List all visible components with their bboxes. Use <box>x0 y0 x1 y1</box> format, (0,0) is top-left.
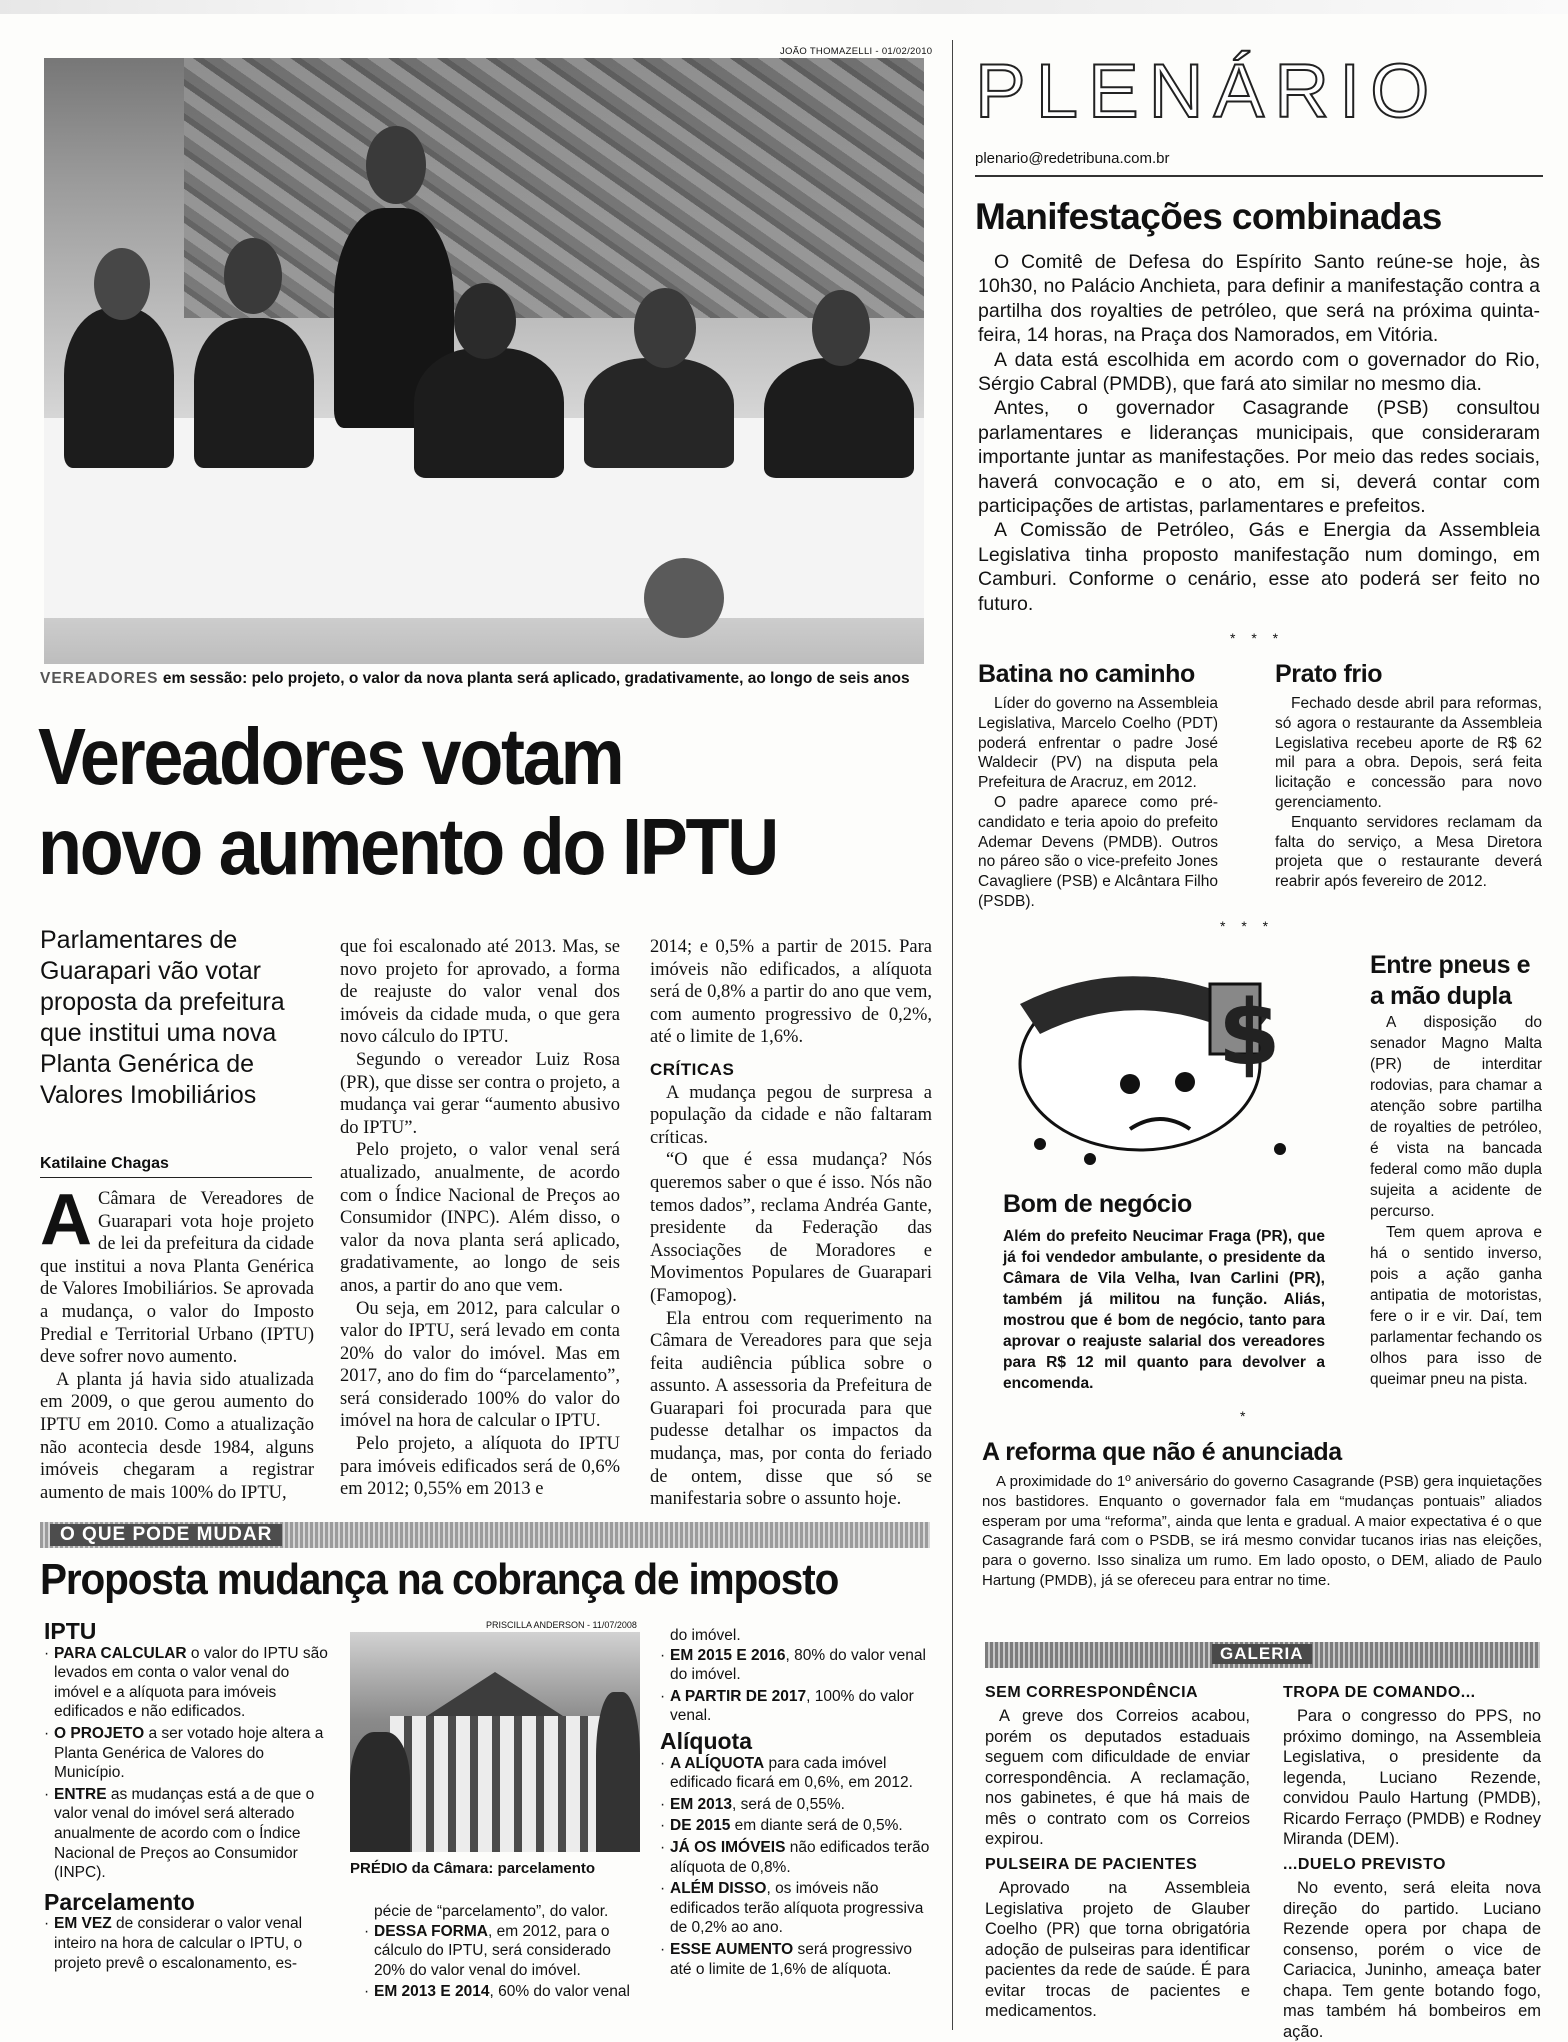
reforma-note: A proximidade do 1º aniversário do governo Casagrande (PSB) gera inquietações nos bastidores. Enquanto o governador fala em “mudanças pontuais” aliados esperam por uma “reforma”, ainda que lenta e gradual. A maior expectativa é o que Casagrande fará com o PSDB, se irá mesmo convidar tucanos irias nas eleições, para o governo. Isso sinaliza um rumo. Em lado oposto, o DEM, aliado de Paulo Hartung (PMDB), já se ofereceu para entrar no time. <box>982 1473 1542 1589</box>
g2-title: TROPA DE COMANDO... <box>1283 1684 1476 1701</box>
article-col-2 <box>340 936 620 1501</box>
list-item: · A PARTIR DE 2017, 100% do valor venal. <box>660 1687 932 1726</box>
svg-text:$: $ <box>1218 981 1281 1086</box>
box-photo <box>350 1632 640 1852</box>
g4-title: ...DUELO PREVISTO <box>1283 1856 1446 1873</box>
list-item: · ENTRE as mudanças está a de que o valor venal do imóvel será alterado anualmente de acordo com o Índice Nacional de Preços ao Consumidor (INPC). <box>44 1785 334 1883</box>
prato-title: Prato frio <box>1275 660 1383 688</box>
galeria-label: GALERIA <box>1212 1644 1312 1664</box>
photo-caption-lead: VEREADORES <box>40 670 159 687</box>
note-paragraph: Tem quem aprova e há o sentido inverso, pois a ação ganha antipatia de motoristas, fere o ir e vir. Daí, tem parlamentar fechando os olhos para isso de queimar pneu na pista. <box>1370 1224 1542 1388</box>
note-paragraph: Fechado desde abril para reformas, só agora o restaurante da Assembleia Legislativa recebeu aporte de R$ 62 mil para a obra. Depois, será feita licitação e concessão para novo gerenciamento. <box>1275 695 1542 811</box>
ornament: * * * <box>1220 918 1275 934</box>
note-paragraph: Líder do governo na Assembleia Legislativa, Marcelo Coelho (PDT) poderá enfrentar o padre José Waldecir (PV) na disputa pela Prefeitura de Aracruz, em 2012. <box>978 695 1218 792</box>
person-1-head <box>94 248 150 320</box>
main-note <box>978 250 1540 616</box>
article-paragraph: que foi escalonado até 2013. Mas, se novo projeto for aprovado, a forma de reajuste do valor venal dos imóveis da cidade muda, o que gera novo cálculo do IPTU. <box>340 937 620 1048</box>
g3-note: Aprovado na Assembleia Legislativa projeto de Glauber Coelho (PR) que torna obrigatória adoção de pulseiras para identificar pacientes da rede de saúde. É para evitar trocas de pacientes e medicamentos. <box>985 1879 1250 2020</box>
column-rule <box>975 175 1543 177</box>
iptu-head: IPTU <box>44 1618 97 1644</box>
parcelamento-head: Parcelamento <box>44 1888 195 1915</box>
ornament: * * * <box>1230 630 1285 646</box>
article-paragraph: A mudança pegou de surpresa a população da cidade e não faltaram críticas. <box>650 1082 932 1148</box>
cartoon-svg <box>980 944 1320 1176</box>
g4-note: No evento, será eleita nova direção do partido. Luciano Rezende opera por chapa de consenso, porém o vice de Cariacica, Juninho, ameaça bater chapa. Tem gente botando fogo, mas também há bombeiros em ação. <box>1283 1879 1541 2041</box>
person-4-head <box>634 288 696 368</box>
batina-note <box>978 694 1218 912</box>
article-col-1 <box>40 1180 314 1504</box>
deck: Parlamentares de Guarapari vão votar proposta da prefeitura que institui uma nova Planta Genérica de Valores Imobiliários <box>40 926 285 1109</box>
box-photo-credit: PRISCILLA ANDERSON - 11/07/2008 <box>486 1620 637 1630</box>
person-5-head <box>812 290 870 366</box>
tree-left <box>350 1732 410 1852</box>
list-item: · ALÉM DISSO, os imóveis não edificados terão alíquota progressiva de 0,2% ao ano. <box>660 1879 932 1938</box>
g3-title: PULSEIRA DE PACIENTES <box>985 1856 1198 1873</box>
column-name: PLENÁRIO <box>975 49 1440 134</box>
page-divider <box>952 40 953 2030</box>
main-note-title: Manifestações combinadas <box>975 196 1442 237</box>
person-3 <box>414 348 564 478</box>
scan-edge <box>0 0 1568 14</box>
byline: Katilaine Chagas <box>40 1155 169 1172</box>
photo-plant <box>644 558 724 638</box>
byline-rule <box>40 1177 312 1178</box>
headline <box>38 712 848 892</box>
aliquota-head: Alíquota <box>660 1727 752 1754</box>
article-col-3 <box>650 936 932 1511</box>
list-item: · EM 2013, será de 0,55%. <box>660 1795 932 1815</box>
article-paragraph: “O que é essa mudança? Nós queremos saber o que é isso. Nós não temos dados”, reclama Andréa Gante, presidente da Federação das Associações de Moradores e Movimentos Populares de Guarapari (Famopog). <box>650 1150 932 1306</box>
g1-title: SEM CORRESPONDÊNCIA <box>985 1684 1199 1701</box>
building-body <box>390 1716 600 1852</box>
article-paragraph: Pelo projeto, a alíquota do IPTU para imóveis edificados será de 0,6% em 2012; 0,55% em 2013 e <box>340 1434 620 1500</box>
list-item: · EM 2013 E 2014, 60% do valor venal <box>364 1982 644 2002</box>
aliquota-list <box>660 1754 932 1980</box>
photo-mural <box>184 58 924 318</box>
list-item: · DE 2015 em diante será de 0,5%. <box>660 1816 932 1836</box>
main-photo <box>44 58 924 664</box>
pneus-note <box>1370 1012 1542 1390</box>
person-2 <box>194 318 314 468</box>
cartoon-illustration <box>980 944 1320 1176</box>
iptu-list <box>44 1644 334 1883</box>
list-item: · A ALÍQUOTA para cada imóvel edificado ficará em 0,6%, em 2012. <box>660 1754 932 1793</box>
prato-note <box>1275 694 1542 892</box>
batina-title: Batina no caminho <box>978 660 1195 688</box>
photo-caption-text: em sessão: pelo projeto, o valor da nova planta será aplicado, gradativamente, ao longo de seis anos <box>158 670 910 687</box>
negocio-title: Bom de negócio <box>1003 1190 1192 1218</box>
g2-note: Para o congresso do PPS, no próximo domingo, na Assembleia Legislativa, o presidente da legenda, Luciano Rezende, convidou Paulo Hartung (PMDB), Ricardo Ferraço (PMDB) e Rodney Miranda (DEM). <box>1283 1707 1541 1848</box>
list-item: · ESSE AUMENTO será progressivo até o limite de 1,6% de alíquota. <box>660 1940 932 1979</box>
box-col-right <box>660 1626 932 1981</box>
person-3-head <box>454 283 516 359</box>
right-list <box>660 1646 932 1726</box>
tree-right <box>596 1692 640 1852</box>
g1-note: A greve dos Correios acabou, porém os deputados estaduais seguem com dificuldade de enviar correspondência. A reclamação, nos gabinetes, é que há mais de mês o contrato com os Correios expirou. <box>985 1707 1250 1848</box>
reforma-title: A reforma que não é anunciada <box>982 1438 1342 1466</box>
mid-list <box>364 1922 644 2002</box>
article-paragraph: Ela entrou com requerimento na Câmara de Vereadores para que seja feita audiência pública sobre o assunto. A assessoria da Prefeitura de Guarapari foi procurada para que pudesse detalhar os impactos da mudança, mas, por conta do feriado de ontem, disse que só se manifestaria sobre o assunto hoje. <box>650 1308 932 1510</box>
box-kicker: O QUE PODE MUDAR <box>50 1524 282 1546</box>
article-paragraph: A Câmara de Vereadores de Guarapari vota hoje projeto de lei da prefeitura da cidade que institui a nova Planta Genérica de Valores Imobiliários. Se aprovada a mudança, o valor do Imposto Predial e Territorial Urbano (IPTU) deve sofrer novo aumento. <box>40 1180 314 1368</box>
list-item: · EM VEZ de considerar o valor venal inteiro na hora de calcular o IPTU, o projeto prevê o escalonamento, es- <box>44 1914 334 1973</box>
article-paragraph: Ou seja, em 2012, para calcular o valor do IPTU, será levado em conta 20% do valor do imóvel. Mas em 2017, ano do fim do “parcelamento”, será considerado 100% do valor do imóvel na hora de calcular o IPTU. <box>340 1298 620 1432</box>
column-email: plenario@redetribuna.com.br <box>975 150 1170 167</box>
list-item: · JÁ OS IMÓVEIS não edificados terão alíquota de 0,8%. <box>660 1838 932 1877</box>
list-item: · PARA CALCULAR o valor do IPTU são levados em conta o valor venal do imóvel e a alíquota para imóveis edificados e não edificados. <box>44 1644 334 1722</box>
negocio-note: Além do prefeito Neucimar Fraga (PR), que já foi vendedor ambulante, o presidente da Câmara de Vila Velha, Ivan Carlini (PR), também já militou na função. Aliás, mostrou que é bom de negócio, tanto para aprovar o reajuste salarial dos vereadores para R$ 12 mil quanto para devolver a encomenda. <box>1003 1228 1325 1392</box>
article-paragraph: A planta já havia sido atualizada em 2009, o que gerou aumento do IPTU em 2010. Como a atualização não acontecia desde 1984, alguns imóveis chegaram a registrar aumento de mais 100% do IPTU, <box>40 1369 314 1503</box>
person-1 <box>64 308 174 468</box>
box-col-left <box>44 1618 334 1975</box>
note-paragraph: O Comitê de Defesa do Espírito Santo reúne-se hoje, às 10h30, no Palácio Anchieta, para definir a manifestação contra a partilha dos royalties de petróleo, que será na próxima quinta-feira, 14 horas, na Praça dos Namorados, em Vitória. <box>978 251 1540 347</box>
person-4 <box>584 358 734 468</box>
pneus-title: Entre pneus e a mão dupla <box>1370 951 1531 1010</box>
box-col-mid-bottom <box>364 1902 644 2004</box>
ornament: * <box>1240 1408 1246 1424</box>
headline-line-2: novo aumento do IPTU <box>38 802 777 891</box>
box-title: Proposta mudança na cobrança de imposto <box>40 1555 839 1604</box>
building-roof <box>410 1672 580 1716</box>
headline-line-1: Vereadores votam <box>38 712 623 801</box>
list-item: · DESSA FORMA, em 2012, para o cálculo do IPTU, será considerado 20% do valor venal do imóvel. <box>364 1922 644 1981</box>
note-paragraph: A data está escolhida em acordo com o governador do Rio, Sérgio Cabral (PMDB), que fará ato similar no mesmo dia. <box>978 348 1540 396</box>
person-2-head <box>224 238 282 314</box>
article-paragraph: 2014; e 0,5% a partir de 2015. Para imóveis não edificados, a alíquota será de 0,8% a partir do ano que vem, com aumento progressivo de 0,2%, até o limite de 1,6%. <box>650 937 932 1048</box>
note-paragraph: Antes, o governador Casagrande (PSB) consultou parlamentares e lideranças municipais, que consideraram importante juntar as manifestações. Por meio das redes sociais, haverá convocação e o ato, em si, deverá contar com participações de artistas, parlamentares e prefeitos. <box>978 397 1540 518</box>
photo-caption <box>40 670 930 688</box>
list-item: · O PROJETO a ser votado hoje altera a Planta Genérica de Valores do Município. <box>44 1724 334 1783</box>
note-paragraph: Enquanto servidores reclamam da falta do serviço, a Mesa Diretora projeta que o restaurante deverá reabrir após fevereiro de 2012. <box>1275 813 1542 891</box>
person-standing-head <box>366 126 426 204</box>
continuation: pécie de “parcelamento”, do valor. <box>374 1903 609 1920</box>
box-photo-caption: PRÉDIO da Câmara: parcelamento <box>350 1860 596 1877</box>
list-item: · EM 2015 E 2016, 80% do valor venal do imóvel. <box>660 1646 932 1685</box>
continuation: do imóvel. <box>670 1627 741 1644</box>
article-paragraph: Pelo projeto, o valor venal será atualizado, anualmente, de acordo com o Índice Nacional de Preços ao Consumidor (INPC). Além disso, o valor da nova planta será aplicado, gradativamente, ao longo de seis anos, a partir do ano que vem. <box>340 1140 620 1296</box>
note-paragraph: A disposição do senador Magno Malta (PR) de interditar rodovias, para chamar a atenção sobre partilha de royalties de petróleo, é vista na bancada federal como mão dupla sujeita a acidente de percurso. <box>1370 1014 1542 1220</box>
dropcap: A <box>40 1180 92 1260</box>
subhead-criticas: CRÍTICAS <box>650 1059 735 1079</box>
parcelamento-list <box>44 1914 334 1973</box>
article-paragraph: Segundo o vereador Luiz Rosa (PR), que disse ser contra o projeto, a mudança vai gerar “aumento abusivo do IPTU”. <box>340 1049 620 1138</box>
note-paragraph: O padre aparece como pré-candidato e teria apoio do prefeito Ademar Devens (PMDB). Outros no páreo são o vice-prefeito Jones Cavagliere (PSB) e Alcântara Filho (PSDB). <box>978 793 1218 910</box>
note-paragraph: A Comissão de Petróleo, Gás e Energia da Assembleia Legislativa tinha proposto manifestação num domingo, em Camburi. Conforme o cenário, esse ato poderá ser feito no futuro. <box>978 519 1540 615</box>
person-5 <box>764 358 914 478</box>
photo-credit: JOÃO THOMAZELLI - 01/02/2010 <box>780 46 933 57</box>
